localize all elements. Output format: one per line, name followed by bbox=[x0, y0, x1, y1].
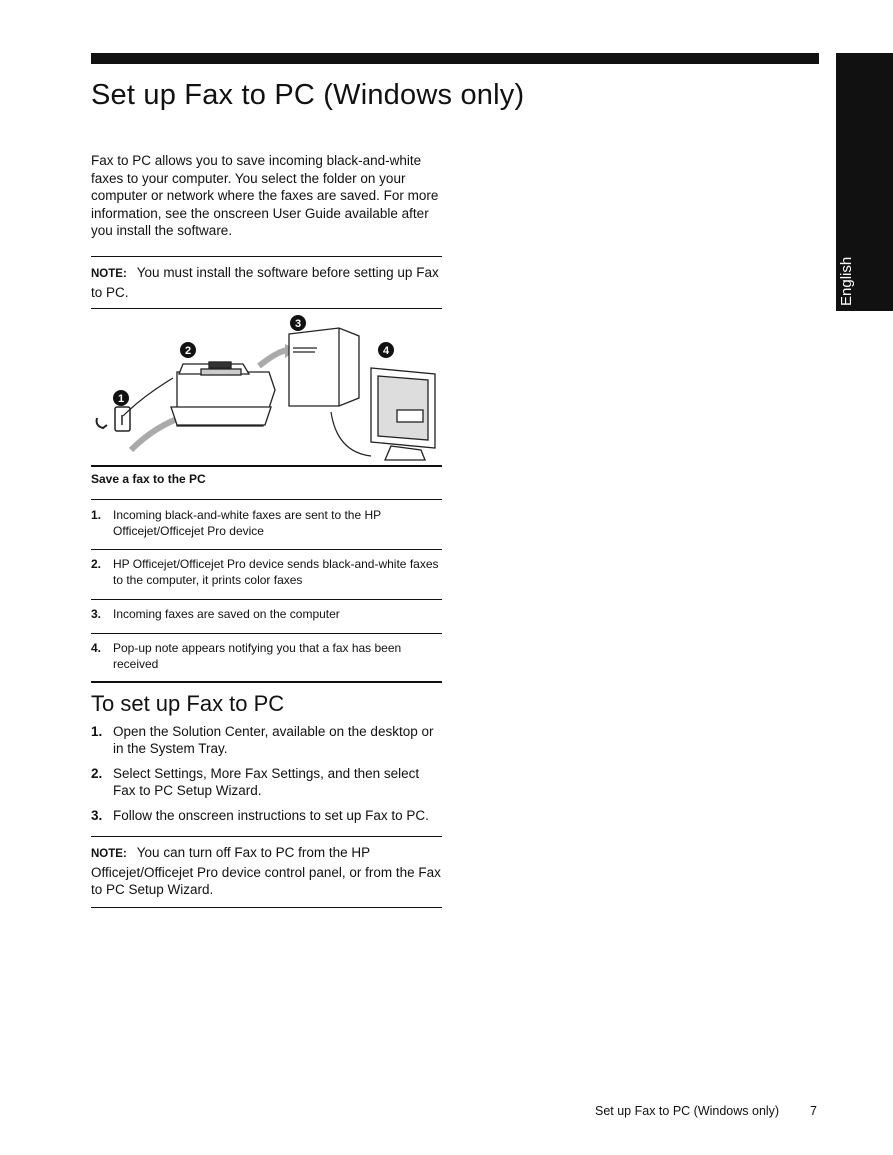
callout-4-label: 4 bbox=[382, 345, 390, 357]
callout-1 bbox=[113, 390, 129, 406]
note-label: NOTE: bbox=[91, 268, 127, 280]
divider bbox=[91, 549, 442, 550]
step-text: Incoming black-and-white faxes are sent to the HP Officejet/Officejet Pro device bbox=[113, 508, 381, 538]
divider bbox=[91, 907, 442, 908]
step-text: Pop-up note appears notifying you that a fax has been received bbox=[113, 641, 402, 671]
divider bbox=[91, 499, 442, 500]
step-number: 1. bbox=[91, 508, 102, 522]
divider bbox=[91, 836, 442, 837]
phone-icon bbox=[97, 418, 107, 428]
step-text: Incoming faxes are saved on the computer bbox=[113, 607, 340, 621]
top-rule bbox=[91, 53, 819, 64]
note-install bbox=[91, 264, 441, 301]
callout-3-label: 3 bbox=[294, 318, 302, 330]
monitor-icon bbox=[371, 368, 435, 460]
note-text: You can turn off Fax to PC from the HP Officejet/Officejet Pro device control panel, or from the Fax to PC Setup Wizard. bbox=[91, 845, 441, 897]
callout-2 bbox=[180, 342, 196, 358]
step-number: 1. bbox=[91, 724, 103, 739]
divider bbox=[91, 681, 442, 683]
note-turn-off bbox=[91, 844, 441, 899]
step-text: Open the Solution Center, available on the desktop or in the System Tray. bbox=[113, 724, 434, 756]
step-text: Select Settings, More Fax Settings, and then select Fax to PC Setup Wizard. bbox=[113, 766, 420, 798]
callout-2-label: 2 bbox=[184, 345, 192, 357]
note-text: You must install the software before setting up Fax to PC. bbox=[91, 265, 439, 300]
computer-tower-icon bbox=[289, 328, 359, 406]
callout-1-label: 1 bbox=[117, 393, 125, 405]
table-caption: Save a fax to the PC bbox=[91, 472, 206, 486]
step-number: 2. bbox=[91, 557, 102, 571]
language-tab-label: English bbox=[838, 256, 855, 306]
flow-arrow-2 bbox=[259, 350, 289, 366]
divider bbox=[91, 633, 442, 634]
callout-4 bbox=[378, 342, 394, 358]
step-number: 4. bbox=[91, 641, 102, 655]
divider bbox=[91, 308, 442, 309]
step-number: 3. bbox=[91, 808, 103, 823]
page-title: Set up Fax to PC (Windows only) bbox=[91, 79, 525, 111]
step-text: HP Officejet/Officejet Pro device sends black-and-white faxes to the computer, it prints color faxes bbox=[113, 557, 439, 587]
step-number: 3. bbox=[91, 607, 102, 621]
divider bbox=[91, 465, 442, 467]
printer-icon bbox=[171, 362, 275, 426]
divider bbox=[91, 256, 442, 257]
cable bbox=[331, 412, 371, 456]
page-number: 7 bbox=[810, 1104, 817, 1118]
step-text: Follow the onscreen instructions to set up Fax to PC. bbox=[113, 808, 429, 823]
fax-to-pc-illustration bbox=[91, 312, 442, 464]
intro-paragraph: Fax to PC allows you to save incoming black-and-white faxes to your computer. You select the folder on your computer or network where the faxes are saved. For more information, see the onscreen User Guide available after you install the software. bbox=[91, 153, 439, 238]
note-label: NOTE: bbox=[91, 848, 127, 860]
footer-title: Set up Fax to PC (Windows only) bbox=[595, 1104, 780, 1118]
callout-3 bbox=[290, 315, 306, 331]
divider bbox=[91, 599, 442, 600]
step-number: 2. bbox=[91, 766, 103, 781]
section-heading: To set up Fax to PC bbox=[91, 691, 285, 716]
